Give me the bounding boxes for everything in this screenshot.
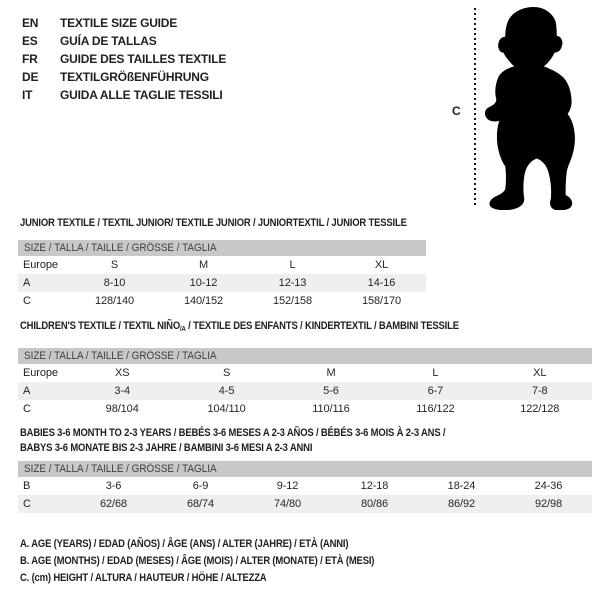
language-row (22, 86, 226, 104)
age-cell: 12-13 (278, 277, 307, 289)
row-label: Europe (23, 367, 58, 379)
babies-title-line2: BABYS 3-6 MONATE BIS 2-3 JAHRE / BAMBINI 3-6 MESI A 2-3 ANNI (20, 442, 313, 454)
table-row-region (18, 256, 426, 274)
table-row-height (18, 292, 426, 310)
size-header-label: SIZE / TALLA / TAILLE / GRÖSSE / TAGLIA (24, 463, 217, 475)
children-size-table (18, 348, 592, 418)
junior-size-table (18, 240, 426, 310)
children-title-subscript: /A (180, 326, 186, 333)
height-cell: 62/68 (99, 498, 128, 510)
table-row-height (18, 495, 592, 513)
table-row-age-months (18, 477, 592, 495)
age-cell: 18-24 (447, 480, 476, 492)
size-cell: S (222, 367, 231, 379)
language-title-list (22, 14, 226, 104)
height-measure-label: C (452, 104, 461, 118)
height-cell: 104/110 (207, 403, 246, 415)
height-cell: 68/74 (186, 498, 215, 510)
note-age-months: B. AGE (MONTHS) / EDAD (MESES) / ÂGE (MOIS) / ALTER (MONATE) / ETÀ (MESI) (20, 555, 375, 567)
table-row-height (18, 400, 592, 418)
language-row (22, 68, 226, 86)
age-cell: 3-6 (105, 480, 122, 492)
legend-notes (20, 536, 432, 587)
size-header-bar (18, 461, 592, 477)
note-age-years: A. AGE (YEARS) / EDAD (AÑOS) / ÂGE (ANS) / ALTER (JAHRE) / ETÀ (ANNI) (20, 538, 349, 550)
height-measure-line (474, 8, 476, 206)
age-cell: 14-16 (367, 277, 396, 289)
age-cell: 8-10 (103, 277, 126, 289)
language-title: TEXTILGRÖßENFÜHRUNG (60, 70, 209, 84)
size-cell: XS (114, 367, 130, 379)
children-title-pre: CHILDREN'S TEXTILE / TEXTIL NIÑO (20, 320, 181, 332)
height-figure (450, 4, 600, 214)
size-cell: L (432, 367, 439, 379)
language-row (22, 50, 226, 68)
age-cell: 6-9 (192, 480, 209, 492)
size-header-bar (18, 348, 592, 364)
height-cell: 116/122 (416, 403, 455, 415)
table-row-age (18, 274, 426, 292)
note-height-cm: C. (cm) HEIGHT / ALTURA / HAUTEUR / HÖHE / ALTEZZA (20, 572, 267, 584)
size-cell: XL (533, 367, 547, 379)
age-cell: 4-5 (218, 385, 235, 397)
junior-table-title: JUNIOR TEXTILE / TEXTIL JUNIOR/ TEXTILE JUNIOR / JUNIORTEXTIL / JUNIOR TESSILE (20, 217, 407, 229)
row-label: A (23, 385, 31, 397)
language-row (22, 14, 226, 32)
age-cell: 6-7 (427, 385, 444, 397)
table-row-age (18, 382, 592, 400)
age-cell: 7-8 (531, 385, 548, 397)
language-code: ES (22, 34, 38, 48)
language-title: TEXTILE SIZE GUIDE (60, 16, 178, 30)
row-label: C (23, 295, 31, 307)
language-code: EN (22, 16, 39, 30)
row-label: C (23, 403, 31, 415)
height-cell: 74/80 (273, 498, 302, 510)
language-title: GUIDE DES TAILLES TEXTILE (60, 52, 227, 66)
height-cell: 92/98 (534, 498, 563, 510)
size-cell: M (198, 259, 209, 271)
age-cell: 10-12 (189, 277, 218, 289)
size-header-label: SIZE / TALLA / TAILLE / GRÖSSE / TAGLIA (24, 350, 217, 362)
age-cell: 12-18 (360, 480, 389, 492)
language-title: GUÍA DE TALLAS (60, 34, 157, 48)
children-title-post: / TEXTILE DES ENFANTS / KINDERTEXTIL / BAMBINI TESSILE (185, 320, 459, 332)
babies-size-grid (18, 477, 592, 513)
age-cell: 5-6 (323, 385, 339, 397)
toddler-silhouette-path (485, 7, 575, 210)
size-header-label: SIZE / TALLA / TAILLE / GRÖSSE / TAGLIA (24, 242, 217, 254)
toddler-silhouette-icon (478, 7, 580, 210)
age-cell: 9-12 (276, 480, 299, 492)
size-header-bar (18, 240, 426, 256)
row-label: B (23, 480, 31, 492)
children-size-grid (18, 364, 592, 418)
language-code: IT (22, 88, 33, 102)
height-cell: 80/86 (360, 498, 389, 510)
row-label: C (23, 498, 31, 510)
row-label: A (23, 277, 31, 289)
table-row-region (18, 364, 592, 382)
height-cell: 122/128 (520, 403, 560, 415)
height-cell: 86/92 (447, 498, 476, 510)
babies-table-title (20, 426, 445, 456)
babies-size-table (18, 461, 592, 513)
age-cell: 3-4 (114, 385, 130, 397)
language-row (22, 32, 226, 50)
babies-title-line1: BABIES 3-6 MONTH TO 2-3 YEARS / BEBÉS 3-6 MESES A 2-3 AÑOS / BÉBÉS 3-6 MOIS À 2-3 ANS / (20, 427, 446, 439)
size-cell: XL (374, 259, 389, 271)
height-cell: 152/158 (272, 295, 313, 307)
size-cell: L (289, 259, 296, 271)
language-title: GUIDA ALLE TAGLIE TESSILI (60, 88, 223, 102)
height-cell: 140/152 (183, 295, 224, 307)
language-code: DE (22, 70, 39, 84)
language-code: FR (22, 52, 38, 66)
junior-size-grid (18, 256, 426, 310)
row-label: Europe (23, 259, 58, 271)
size-cell: S (110, 259, 119, 271)
height-cell: 110/116 (312, 403, 350, 415)
children-table-title (20, 320, 459, 333)
size-cell: M (326, 367, 336, 379)
height-cell: 128/140 (94, 295, 135, 307)
age-cell: 24-36 (534, 480, 563, 492)
height-cell: 158/170 (361, 295, 402, 307)
height-cell: 98/104 (105, 403, 139, 415)
